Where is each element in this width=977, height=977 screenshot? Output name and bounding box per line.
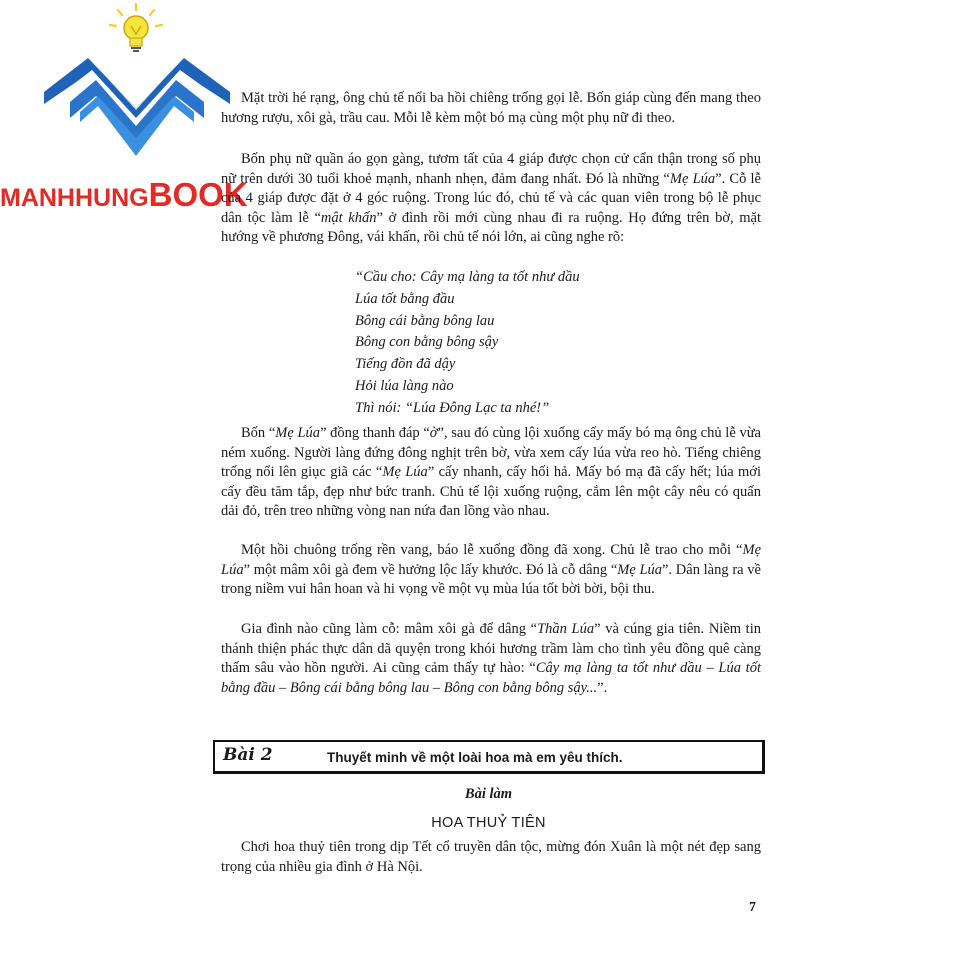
paragraph-1 — [221, 89, 761, 128]
exercise-title: Thuyết minh về một loài hoa mà em yêu thích. — [327, 750, 623, 765]
p3-part-g: ” cấy nhanh, cấy hối hả. Mấy bó mạ đã cấy hết; lúa mới cấy đều tăm tắp, đẹp như bức tranh. Chủ tế lội xuống ruộng, cắm lên một cây nêu có quấn dải đỏ, trên treo những vòng nan nứa đan lồng vào nhau. — [221, 464, 761, 519]
p5-part-a: Gia đình nào cũng làm cỗ: mâm xôi gà để dâng “ — [241, 621, 538, 637]
poem-line: “Cầu cho: Cây mạ làng ta tốt như dầu — [355, 269, 580, 285]
brand-wordmark — [0, 176, 248, 214]
paragraph-5 — [221, 620, 761, 698]
p5-part-e: ”. — [597, 679, 608, 696]
poem-line: Hỏi lúa làng nào — [355, 377, 454, 394]
p3-part-e: ”, sau đó cùng lội xuống cấy mấy bó mạ ông chủ lễ vừa ném xuống. Người làng đứng đông nghịt trên bờ, vừa xem cấy lúa vừa reo hò. Tiếng chiêng trống nổi lên giục giã các “ — [221, 425, 761, 480]
page-number: 7 — [749, 900, 756, 915]
p2-emphasis-mat-khan: mật khấn — [320, 209, 377, 226]
exercise-label: Bài 2 — [223, 745, 273, 765]
p5-emphasis-than-lua: Thần Lúa — [537, 621, 595, 637]
poem-line: Lúa tốt bằng đầu — [355, 290, 455, 307]
essay-intro — [221, 838, 761, 877]
paragraph-2-text — [221, 150, 761, 248]
poem-line: Tiếng đồn đã dậy — [355, 356, 456, 373]
paragraph-5-text — [221, 620, 761, 698]
paragraph-1-text: Mặt trời hé rạng, ông chủ tế nổi ba hồi chiêng trống gọi lễ. Bốn giáp cùng đến mang theo hương rượu, xôi gà, trầu cau. Mỗi lễ kèm một bó mạ cùng một phụ nữ đi theo. — [221, 90, 761, 126]
poem-line: Bông cái bằng bông lau — [355, 312, 495, 329]
p2-part-e: ” ở đình rồi mới cùng nhau đi ra ruộng. Họ đứng trên bờ, mặt hướng về phương Đông, vái khấn, rồi chủ tế nói lớn, ai cũng nghe rõ: — [221, 209, 762, 245]
brand-name-part1: MANHHUNG — [0, 184, 149, 212]
p4-part-e: ”. Dân làng ra về trong niềm vui hân hoan và hi vọng về một vụ mùa lúa tốt bời bời, bội thu. — [221, 561, 761, 597]
p3-emphasis-me-lua: Mẹ Lúa — [275, 425, 321, 441]
p4-part-c: ” một mâm xôi gà đem về hưởng lộc lấy khước. Đó là cỗ dâng “ — [243, 561, 618, 578]
paragraph-3-text — [221, 424, 761, 522]
essay-title: HOA THUỶ TIÊN — [431, 815, 546, 831]
p5-part-c: ” và cúng gia tiên. Niềm tin thánh thiện phác thực dân dã quyện trong khói hương trầm làm cho tình yêu đồng quê càng thấm sâu vào hồn người. Ai cũng cảm thấy tự hào: “ — [221, 621, 761, 676]
p3-part-c: ” đồng thanh đáp “ — [320, 425, 430, 441]
p4-emphasis-me-lua: Mẹ Lúa — [221, 542, 761, 578]
poem-block — [355, 267, 580, 420]
brand-name-part2: BOOK — [148, 176, 248, 213]
exercise-box — [213, 740, 765, 774]
p3-emphasis-me-lua-2: Mẹ Lúa — [382, 464, 428, 480]
answer-label: Bài làm — [464, 786, 513, 802]
p5-emphasis-quote: Cây mạ làng ta tốt như dầu – Lúa tốt bằng đầu – Bông cái bằng bông lau – Bông con bằng bông sậy... — [221, 660, 761, 696]
p3-part-a: Bốn “ — [241, 425, 276, 441]
paragraph-4-text — [221, 541, 761, 600]
poem-line: Bông con bằng bông sậy — [355, 334, 499, 351]
p4-emphasis-me-lua-2: Mẹ Lúa — [617, 561, 663, 578]
p2-part-c: ”. Cỗ lễ của 4 giáp được đặt ở 4 góc ruộng. Trong lúc đó, chủ tế và các quan viên trong bộ lễ phục dân tộc làm lễ “ — [221, 170, 761, 226]
poem-line: Thì nói: “Lúa Đông Lạc ta nhé!” — [355, 399, 550, 416]
p2-emphasis-me-lua: Mẹ Lúa — [669, 170, 716, 187]
p4-part-a: Một hồi chuông trống rền vang, báo lễ xuống đồng đã xong. Chủ lễ trao cho mỗi “ — [241, 542, 743, 558]
paragraph-3 — [221, 424, 761, 522]
essay-intro-text: Chơi hoa thuỷ tiên trong dịp Tết cổ truyền dân tộc, mừng đón Xuân là một nét đẹp sang trọng của nhiều gia đình ở Hà Nội. — [221, 839, 761, 875]
p2-part-a: Bốn phụ nữ quần áo gọn gàng, tươm tất của 4 giáp được chọn cử cẩn thận trong số phụ nữ trên dưới 30 tuổi khoẻ mạnh, nhanh nhẹn, đảm đang nhất. Đó là những “ — [221, 151, 761, 187]
paragraph-4 — [221, 541, 761, 600]
paragraph-2 — [221, 150, 761, 248]
p3-emphasis-o: ờ — [429, 425, 438, 441]
